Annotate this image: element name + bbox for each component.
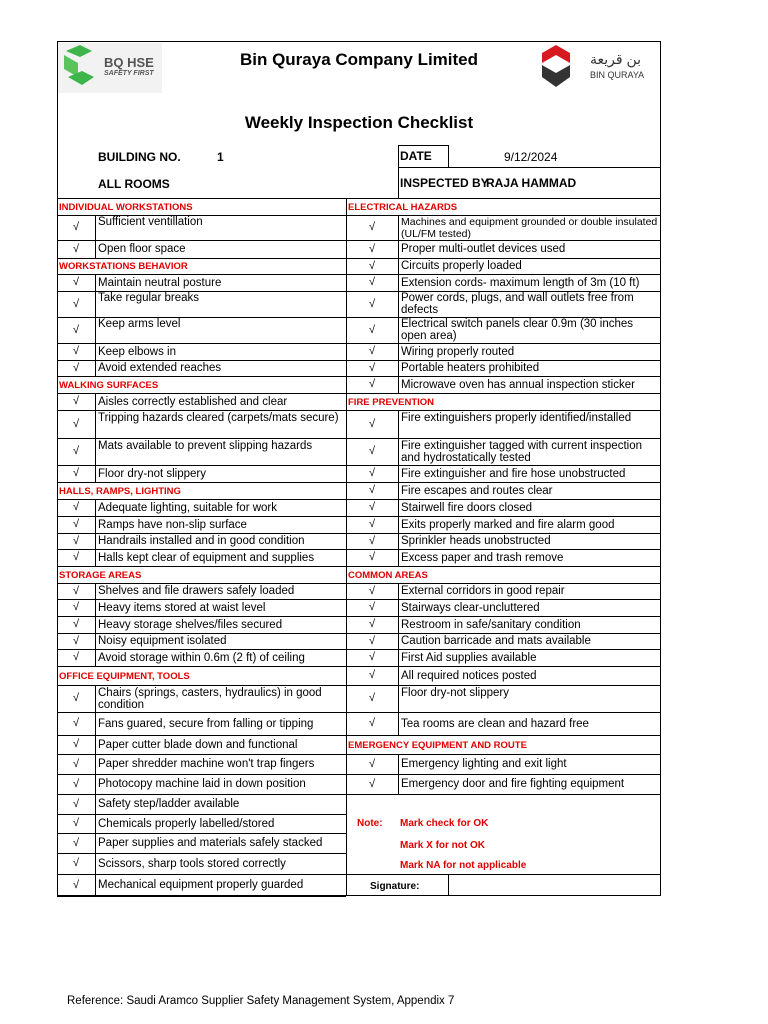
- left-check-mark[interactable]: √: [72, 798, 80, 810]
- left-row-divider: [95, 814, 96, 833]
- right-section-heading: ELECTRICAL HAZARDS: [348, 202, 458, 213]
- left-check-mark[interactable]: √: [72, 551, 80, 563]
- left-check-mark[interactable]: √: [72, 692, 80, 704]
- left-row-divider: [95, 874, 96, 896]
- right-row-divider: [398, 240, 399, 258]
- left-row-divider: [95, 215, 96, 240]
- right-row-divider: [398, 215, 399, 240]
- right-check-mark[interactable]: √: [368, 276, 376, 288]
- right-row-line: [346, 633, 661, 634]
- right-row-line: [346, 482, 661, 483]
- info-box-left: [398, 145, 399, 198]
- left-row-divider: [95, 583, 96, 599]
- right-checklist-item: All required notices posted: [401, 670, 537, 682]
- left-row-line: [57, 853, 346, 854]
- right-section-heading: EMERGENCY EQUIPMENT AND ROUTE: [348, 740, 527, 751]
- right-row-line: [346, 735, 661, 736]
- right-checklist-item: Emergency lighting and exit light: [401, 758, 567, 770]
- right-row-divider: [398, 465, 399, 482]
- left-row-line: [57, 258, 346, 259]
- left-checklist-item: Aisles correctly established and clear: [98, 396, 288, 408]
- left-row-line: [57, 735, 346, 736]
- right-checklist-item: Emergency door and fire fighting equipment: [401, 778, 625, 790]
- right-check-mark[interactable]: √: [368, 717, 376, 729]
- right-check-mark[interactable]: √: [368, 535, 376, 547]
- left-row-divider: [95, 343, 96, 360]
- right-checklist-item: Fire extinguisher and fire hose unobstructed: [401, 468, 626, 480]
- signature-label: Signature:: [370, 881, 420, 892]
- right-row-line: [346, 360, 661, 361]
- right-check-mark[interactable]: √: [368, 243, 376, 255]
- left-checklist-item: Paper supplies and materials safely stacked: [98, 837, 323, 849]
- left-row-line: [57, 712, 346, 713]
- left-section-heading: INDIVIDUAL WORKSTATIONS: [59, 202, 193, 213]
- right-row-line: [346, 566, 661, 567]
- left-checklist-item: Adequate lighting, suitable for work: [98, 502, 277, 514]
- right-checklist-item: Tea rooms are clean and hazard free: [401, 718, 589, 730]
- right-checklist-item: Fire extinguishers properly identified/installed: [401, 412, 632, 424]
- left-check-mark[interactable]: √: [72, 345, 80, 357]
- right-check-mark[interactable]: √: [368, 221, 376, 233]
- right-row-divider: [398, 291, 399, 317]
- left-row-divider: [95, 549, 96, 566]
- date-value: 9/12/2024: [504, 150, 558, 164]
- left-row-line: [57, 649, 346, 650]
- right-check-mark[interactable]: √: [368, 445, 376, 457]
- left-row-line: [57, 549, 346, 550]
- left-row-line: [57, 666, 346, 667]
- right-row-line: [346, 649, 661, 650]
- left-check-mark[interactable]: √: [72, 418, 80, 430]
- left-row-line: [57, 874, 346, 875]
- right-checklist-item: Fire extinguisher tagged with current inspection and hydrostatically tested: [401, 440, 642, 464]
- right-check-mark[interactable]: √: [368, 467, 376, 479]
- bq-hse-logo: [58, 43, 162, 93]
- right-row-divider: [398, 482, 399, 499]
- right-checklist-item: First Aid supplies available: [401, 652, 537, 664]
- left-checklist-item: Heavy items stored at waist level: [98, 602, 266, 614]
- right-check-mark[interactable]: √: [368, 298, 376, 310]
- left-checklist-item: Noisy equipment isolated: [98, 635, 227, 647]
- left-row-divider: [95, 393, 96, 410]
- right-check-mark[interactable]: √: [368, 758, 376, 770]
- left-checklist-item: Maintain neutral posture: [98, 277, 222, 289]
- left-checklist-item: Tripping hazards cleared (carpets/mats secure): [98, 412, 339, 424]
- note-na: Mark NA for not applicable: [400, 860, 527, 871]
- right-checklist-item: Microwave oven has annual inspection sticker: [401, 379, 635, 391]
- right-section-heading: FIRE PREVENTION: [348, 397, 435, 408]
- left-checklist-item: Halls kept clear of equipment and supplies: [98, 552, 315, 564]
- right-check-mark[interactable]: √: [368, 324, 376, 336]
- left-checklist-item: Handrails installed and in good condition: [98, 535, 305, 547]
- right-check-mark[interactable]: √: [368, 345, 376, 357]
- right-check-mark[interactable]: √: [368, 362, 376, 374]
- right-row-divider: [398, 633, 399, 649]
- right-checklist-item: Machines and equipment grounded or double insulated (UL/FM tested): [401, 216, 658, 240]
- right-row-line: [346, 583, 661, 584]
- bin-quraya-latin: BIN QURAYA: [590, 70, 645, 80]
- left-check-mark[interactable]: √: [72, 601, 80, 613]
- left-row-divider: [95, 599, 96, 616]
- right-row-divider: [398, 343, 399, 360]
- left-check-mark[interactable]: √: [72, 635, 80, 647]
- left-row-divider: [95, 410, 96, 438]
- left-row-line: [57, 599, 346, 600]
- right-checklist-item: Fire escapes and routes clear: [401, 485, 553, 497]
- left-row-divider: [95, 465, 96, 482]
- right-row-line: [346, 240, 661, 241]
- left-checklist-item: Paper shredder machine won't trap fingers: [98, 758, 315, 770]
- right-row-line: [346, 465, 661, 466]
- left-checklist-item: Keep elbows in: [98, 346, 176, 358]
- right-row-line: [346, 393, 661, 394]
- left-row-line: [57, 516, 346, 517]
- left-check-mark[interactable]: √: [72, 857, 80, 869]
- left-row-divider: [95, 291, 96, 317]
- left-row-divider: [95, 774, 96, 794]
- right-row-divider: [398, 360, 399, 376]
- right-check-mark[interactable]: √: [368, 601, 376, 613]
- left-check-mark[interactable]: √: [72, 618, 80, 630]
- right-checklist-item: Wiring properly routed: [401, 346, 515, 358]
- left-check-mark[interactable]: √: [72, 395, 80, 407]
- right-check-mark[interactable]: √: [368, 501, 376, 513]
- right-check-mark[interactable]: √: [368, 669, 376, 681]
- left-row-line: [57, 583, 346, 584]
- left-check-mark[interactable]: √: [72, 817, 80, 829]
- left-check-mark[interactable]: √: [72, 276, 80, 288]
- left-row-line: [57, 499, 346, 500]
- left-row-line: [57, 274, 346, 275]
- right-checklist-item: Floor dry-not slippery: [401, 687, 510, 699]
- right-checklist-item: Portable heaters prohibited: [401, 362, 540, 374]
- bin-quraya-arabic: بن قريعة: [590, 51, 642, 67]
- left-row-line: [57, 343, 346, 344]
- left-row-divider: [95, 685, 96, 712]
- right-row-line: [346, 549, 661, 550]
- right-row-divider: [398, 616, 399, 633]
- right-row-line: [346, 666, 661, 667]
- left-row-divider: [95, 712, 96, 735]
- left-row-line: [57, 393, 346, 394]
- left-row-divider: [95, 833, 96, 853]
- bq-hse-logo-subtext: SAFETY FIRST: [104, 70, 154, 77]
- left-row-line: [57, 566, 346, 567]
- right-check-mark[interactable]: √: [368, 484, 376, 496]
- right-row-divider: [398, 754, 399, 774]
- left-checklist-item: Ramps have non-slip surface: [98, 519, 247, 531]
- right-checklist-item: Restroom in safe/sanitary condition: [401, 619, 581, 631]
- building-value: 1: [217, 150, 224, 164]
- left-row-line: [57, 465, 346, 466]
- right-section-heading: COMMON AREAS: [348, 570, 428, 581]
- right-check-mark[interactable]: √: [368, 551, 376, 563]
- right-row-line: [346, 774, 661, 775]
- left-row-divider: [95, 533, 96, 549]
- left-section-heading: OFFICE EQUIPMENT, TOOLS: [59, 671, 190, 682]
- left-row-line: [57, 240, 346, 241]
- left-check-mark[interactable]: √: [72, 837, 80, 849]
- left-check-mark[interactable]: √: [72, 585, 80, 597]
- column-separator: [346, 198, 347, 896]
- right-row-divider: [398, 774, 399, 794]
- left-row-line: [57, 482, 346, 483]
- right-checklist-item: Electrical switch panels clear 0.9m (30 inches open area): [401, 318, 634, 342]
- right-row-divider: [398, 274, 399, 291]
- left-checklist-item: Keep arms level: [98, 318, 181, 330]
- bin-quraya-logo: [538, 43, 658, 93]
- left-check-mark[interactable]: √: [72, 738, 80, 750]
- right-row-line: [346, 599, 661, 600]
- left-row-divider: [95, 633, 96, 649]
- right-row-line: [346, 410, 661, 411]
- right-row-divider: [398, 516, 399, 533]
- right-check-mark[interactable]: √: [368, 518, 376, 530]
- right-grid-bottom: [346, 794, 661, 795]
- right-row-line: [346, 616, 661, 617]
- right-row-divider: [398, 499, 399, 516]
- right-check-mark[interactable]: √: [368, 260, 376, 272]
- left-row-divider: [95, 735, 96, 754]
- right-row-divider: [398, 712, 399, 735]
- left-row-divider: [95, 794, 96, 814]
- right-checklist-item: External corridors in good repair: [401, 585, 565, 597]
- left-checklist-item: Fans guared, secure from falling or tipping: [98, 718, 314, 730]
- right-row-line: [346, 499, 661, 500]
- left-check-mark[interactable]: √: [72, 717, 80, 729]
- left-section-heading: WORKSTATIONS BEHAVIOR: [59, 261, 188, 272]
- left-row-line: [57, 198, 346, 199]
- inspected-by-value: RAJA HAMMAD: [486, 176, 577, 190]
- left-checklist-item: Safety step/ladder available: [98, 798, 240, 810]
- bq-hse-logo-text: BQ HSE: [104, 55, 154, 70]
- left-row-line: [57, 410, 346, 411]
- left-check-mark[interactable]: √: [72, 362, 80, 374]
- left-row-divider: [95, 438, 96, 465]
- company-name: Bin Quraya Company Limited: [239, 50, 479, 69]
- right-row-divider: [398, 410, 399, 438]
- left-row-line: [57, 633, 346, 634]
- right-checklist-item: Circuits properly loaded: [401, 260, 522, 272]
- left-row-divider: [95, 754, 96, 774]
- right-row-line: [346, 754, 661, 755]
- left-checklist-item: Floor dry-not slippery: [98, 468, 207, 480]
- left-checklist-item: Sufficient ventillation: [98, 216, 203, 228]
- right-check-mark[interactable]: √: [368, 692, 376, 704]
- right-row-line: [346, 516, 661, 517]
- right-row-divider: [398, 317, 399, 343]
- left-row-divider: [95, 317, 96, 343]
- note-label: Note:: [357, 818, 383, 829]
- right-check-mark[interactable]: √: [368, 618, 376, 630]
- left-check-mark[interactable]: √: [72, 518, 80, 530]
- left-check-mark[interactable]: √: [72, 758, 80, 770]
- right-row-divider: [398, 583, 399, 599]
- date-label: DATE: [400, 149, 432, 163]
- left-checklist-item: Open floor space: [98, 243, 186, 255]
- signature-top-line: [346, 874, 661, 875]
- left-check-mark[interactable]: √: [72, 243, 80, 255]
- right-row-line: [346, 258, 661, 259]
- right-row-divider: [398, 533, 399, 549]
- left-row-divider: [95, 516, 96, 533]
- left-row-line: [57, 794, 346, 795]
- right-check-mark[interactable]: √: [368, 635, 376, 647]
- right-row-divider: [398, 649, 399, 666]
- building-label: BUILDING NO.: [98, 150, 181, 164]
- right-row-line: [346, 438, 661, 439]
- left-row-divider: [95, 274, 96, 291]
- right-row-line: [346, 343, 661, 344]
- left-check-mark[interactable]: √: [72, 778, 80, 790]
- left-check-mark[interactable]: √: [72, 445, 80, 457]
- left-checklist-item: Avoid storage within 0.6m (2 ft) of ceiling: [98, 652, 305, 664]
- right-check-mark[interactable]: √: [368, 651, 376, 663]
- right-row-line: [346, 685, 661, 686]
- right-row-divider: [398, 666, 399, 685]
- left-section-heading: WALKING SURFACES: [59, 380, 159, 391]
- right-row-divider: [398, 376, 399, 393]
- date-row-line: [398, 167, 661, 168]
- right-check-mark[interactable]: √: [368, 378, 376, 390]
- left-row-line: [57, 754, 346, 755]
- left-check-mark[interactable]: √: [72, 298, 80, 310]
- right-checklist-item: Stairwell fire doors closed: [401, 502, 533, 514]
- left-checklist-item: Mechanical equipment properly guarded: [98, 879, 304, 891]
- left-checklist-item: Avoid extended reaches: [98, 362, 222, 374]
- right-check-mark[interactable]: √: [368, 418, 376, 430]
- left-check-mark[interactable]: √: [72, 221, 80, 233]
- reference-footer: Reference: Saudi Aramco Supplier Safety Management System, Appendix 7: [67, 995, 455, 1007]
- left-section-heading: STORAGE AREAS: [59, 570, 142, 581]
- left-row-line: [57, 360, 346, 361]
- left-row-divider: [95, 616, 96, 633]
- right-row-divider: [398, 685, 399, 712]
- left-checklist-item: Chemicals properly labelled/stored: [98, 818, 275, 830]
- left-checklist-item: Take regular breaks: [98, 292, 199, 304]
- left-checklist-item: Chairs (springs, casters, hydraulics) in good condition: [98, 687, 322, 711]
- left-row-divider: [95, 499, 96, 516]
- left-check-mark[interactable]: √: [72, 535, 80, 547]
- inspected-by-label: INSPECTED BY: [400, 176, 489, 190]
- rooms-label: ALL ROOMS: [98, 177, 170, 191]
- left-checklist-item: Photocopy machine laid in down position: [98, 778, 306, 790]
- right-row-line: [346, 533, 661, 534]
- right-row-line: [346, 376, 661, 377]
- left-checklist-item: Mats available to prevent slipping hazards: [98, 440, 313, 452]
- left-checklist-item: Heavy storage shelves/files secured: [98, 619, 283, 631]
- left-section-heading: HALLS, RAMPS, LIGHTING: [59, 486, 181, 497]
- right-checklist-item: Excess paper and trash remove: [401, 552, 564, 564]
- left-grid-bottom: [57, 896, 346, 897]
- right-row-divider: [398, 599, 399, 616]
- right-checklist-item: Stairways clear-uncluttered: [401, 602, 540, 614]
- left-check-mark[interactable]: √: [72, 879, 80, 891]
- right-row-divider: [398, 438, 399, 465]
- left-row-divider: [95, 360, 96, 376]
- right-checklist-item: Proper multi-outlet devices used: [401, 243, 566, 255]
- right-check-mark[interactable]: √: [368, 585, 376, 597]
- date-box-right: [448, 145, 449, 167]
- left-checklist-item: Shelves and file drawers safely loaded: [98, 585, 295, 597]
- bin-quraya-logo-icon: [538, 43, 582, 93]
- left-row-line: [57, 533, 346, 534]
- left-row-line: [57, 814, 346, 815]
- signature-box-divider: [448, 874, 449, 896]
- right-checklist-item: Caution barricade and mats available: [401, 635, 591, 647]
- left-row-line: [57, 685, 346, 686]
- right-check-mark[interactable]: √: [368, 778, 376, 790]
- left-row-line: [57, 438, 346, 439]
- left-check-mark[interactable]: √: [72, 501, 80, 513]
- left-row-line: [57, 833, 346, 834]
- right-checklist-item: Exits properly marked and fire alarm good: [401, 519, 615, 531]
- right-checklist-item: Extension cords- maximum length of 3m (10 ft): [401, 277, 640, 289]
- left-row-line: [57, 376, 346, 377]
- left-row-line: [57, 616, 346, 617]
- note-ok: Mark check for OK: [400, 818, 489, 829]
- checklist-title: Weekly Inspection Checklist: [244, 113, 474, 132]
- right-row-line: [346, 712, 661, 713]
- right-checklist-item: Sprinkler heads unobstructed: [401, 535, 551, 547]
- left-checklist-item: Scissors, sharp tools stored correctly: [98, 858, 286, 870]
- right-row-divider: [398, 258, 399, 274]
- left-row-divider: [95, 649, 96, 666]
- date-box-top: [398, 145, 448, 146]
- left-row-line: [57, 774, 346, 775]
- left-row-divider: [95, 240, 96, 258]
- left-checklist-item: Paper cutter blade down and functional: [98, 739, 298, 751]
- left-check-mark[interactable]: √: [72, 324, 80, 336]
- left-check-mark[interactable]: √: [72, 467, 80, 479]
- left-check-mark[interactable]: √: [72, 651, 80, 663]
- left-row-divider: [95, 853, 96, 874]
- right-row-line: [346, 274, 661, 275]
- right-row-divider: [398, 549, 399, 566]
- right-row-line: [346, 198, 661, 199]
- right-checklist-item: Power cords, plugs, and wall outlets free from defects: [401, 292, 634, 316]
- note-not-ok: Mark X for not OK: [400, 840, 486, 851]
